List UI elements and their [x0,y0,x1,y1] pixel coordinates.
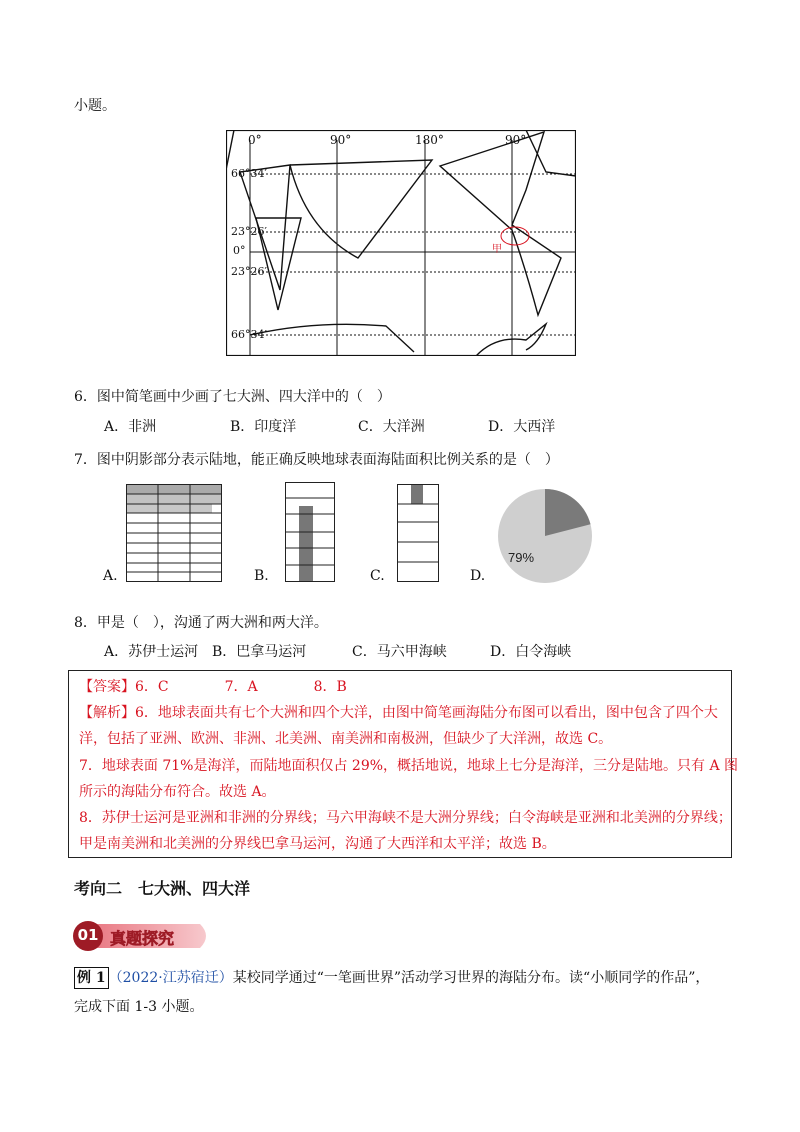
q6-stem: 6．图中简笔画中少画了七大洲、四大洋中的（ ） [74,389,391,405]
lon-label-0: 0° [248,133,262,147]
q8-option-a: A．苏伊士运河 [104,644,199,660]
analysis-line-6: 甲是南美洲和北美洲的分界线巴拿马运河，沟通了大西洋和太平洋；故选 B。 [79,836,556,852]
q8-stem: 8．甲是（ ），沟通了两大洲和两大洋。 [74,615,328,631]
analysis-line-2: 洋，包括了亚洲、欧洲、非洲、北美洲、南美洲和南极洲，但缺少了大洋洲，故选 C。 [79,731,613,747]
answer-keys: 【答案】6．C 7．A 8．B [79,679,347,695]
q6-option-d: D．大西洋 [488,419,556,435]
q8-option-d: D．白令海峡 [490,644,572,660]
lat-label-s66: 66°34′ [231,328,267,341]
lat-label-s23: 23°26′ [231,265,267,278]
q6-option-b: B．印度洋 [230,419,297,435]
q7-figure-c [397,484,439,582]
analysis-line-3: 7．地球表面 71%是海洋，而陆地面积仅占 29%，概括地说，地球上七分是海洋，三分是陆地。只有 A 图 [79,758,739,774]
analysis-line-5: 8．苏伊士运河是亚洲和非洲的分界线；马六甲海峡不是大洲分界线；白令海峡是亚洲和北美洲的分界线； [79,810,732,826]
lat-label-n23: 23°26′ [231,225,267,238]
answer-box [68,670,739,858]
lon-label-90w: 90° [505,133,527,147]
q7-option-b: B. [254,568,269,584]
analysis-line-4: 所示的海陆分布符合。故选 A。 [79,784,276,800]
example-label: 例 1 [74,967,109,989]
analysis-line-1: 【解析】6．地球表面共有七个大洲和四个大洋，由图中简笔画海陆分布图可以看出，图中包含了四个大 [79,705,718,721]
example-source: （2022·江苏宿迁） [108,970,233,986]
world-sketch-map [226,130,576,356]
banner-title: 真题探究 [110,929,175,948]
lon-label-180: 180° [415,133,444,147]
q7-stem: 7．图中阴影部分表示陆地，能正确反映地球表面海陆面积比例关系的是（ ） [74,452,559,468]
example-text-2: 完成下面 1-3 小题。 [74,999,204,1015]
q7-figure-d-pie [497,488,593,584]
q7-option-a: A. [103,568,118,584]
q7-option-d: D. [470,568,486,584]
intro-text: 小题。 [74,98,116,114]
section-banner [72,920,212,952]
q7-figure-a [126,484,222,582]
mark-jia: 甲 [492,244,502,255]
q6-option-a: A．非洲 [104,419,157,435]
lat-label-n66: 66°34′ [231,167,267,180]
lon-label-90e: 90° [330,133,352,147]
section-title: 考向二 七大洲、四大洋 [74,879,251,898]
q7-option-c: C. [370,568,385,584]
example-1-line-1 [74,967,709,989]
example-text-1: 某校同学通过“一笔画世界”活动学习世界的海陆分布。读“小顺同学的作品”， [232,970,710,986]
q7-figure-b [285,482,335,582]
q6-option-c: C．大洋洲 [358,419,425,435]
pie-label: 79% [508,550,535,565]
q8-option-c: C．马六甲海峡 [352,644,447,660]
banner-number: 01 [77,926,99,944]
q8-option-b: B．巴拿马运河 [212,644,307,660]
lat-label-0: 0° [233,244,246,257]
